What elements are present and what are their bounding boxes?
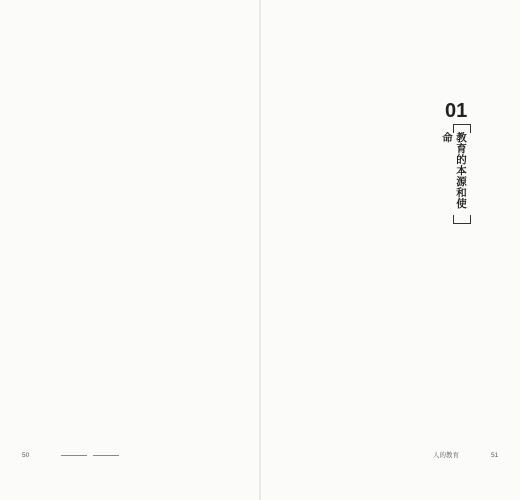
right-page-number: 51 [491, 452, 499, 459]
section-number: 01 [445, 100, 468, 122]
right-page-text-block-2 [256, 225, 436, 350]
left-page-footnotes [35, 95, 77, 350]
left-page-number: 50 [22, 452, 30, 459]
right-running-head [433, 450, 459, 459]
left-page [0, 0, 259, 500]
footer-rule [61, 455, 87, 456]
right-running-head-text: 人的教育 [433, 452, 459, 459]
section-title: 教育的本源和使命 [441, 132, 467, 209]
footer-rule [93, 455, 119, 456]
right-page [261, 0, 520, 500]
right-page-main-text [256, 90, 426, 200]
left-running-head [58, 452, 122, 459]
section-title-frame [441, 124, 469, 224]
left-page-main-text [88, 95, 250, 350]
title-bracket-bottom [453, 215, 471, 224]
